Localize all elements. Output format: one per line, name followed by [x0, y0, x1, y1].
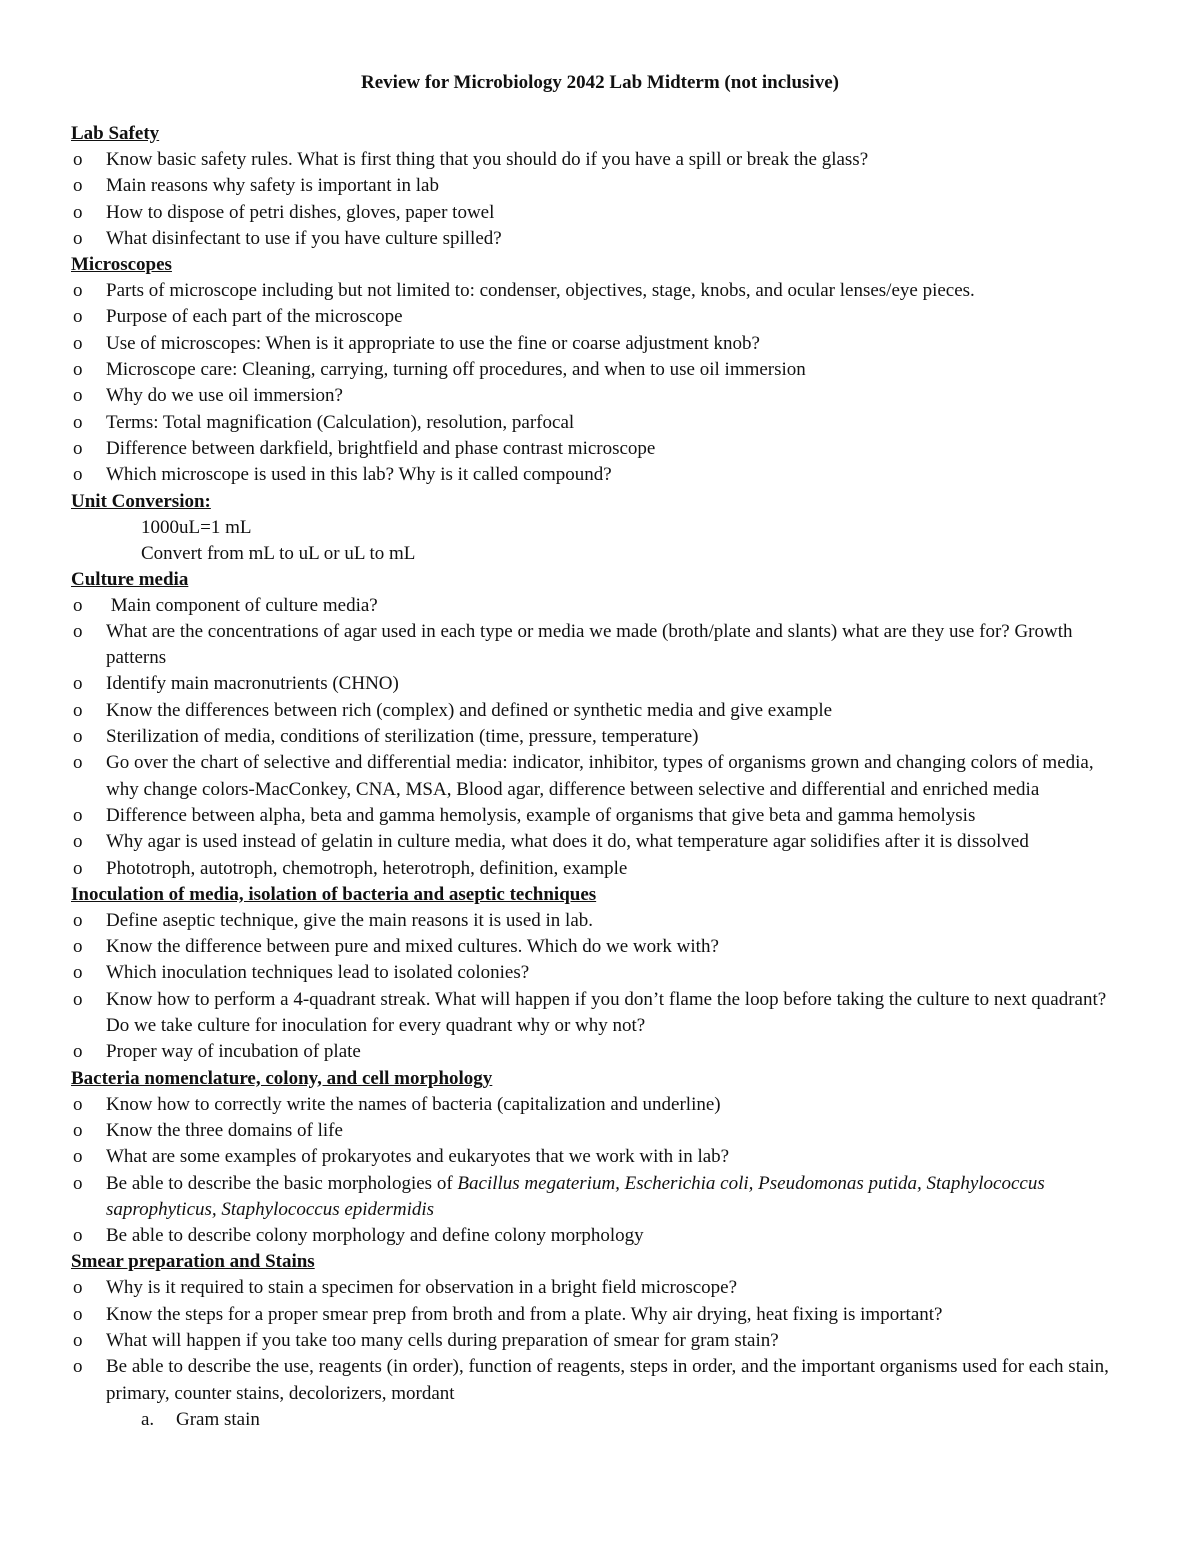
list-item: o Be able to describe the use, reagents (in order), function of reagents, steps in order, and the important organisms used for each stain, primary, counter stains, decolorizers, mordant: [73, 1356, 1109, 1404]
microscopes-list: [71, 278, 1131, 488]
culture-media-list: [71, 593, 1131, 882]
section-heading-inoculation: Inoculation of media, isolation of bacteria and aseptic techniques: [71, 883, 597, 905]
section-heading-culture-media: Culture media: [71, 568, 189, 590]
list-item: o What disinfectant to use if you have culture spilled?: [71, 226, 1131, 252]
bullet-marker: o: [73, 594, 83, 616]
section-heading-smear-stains: Smear preparation and Stains: [71, 1251, 315, 1273]
bullet-marker: o: [73, 673, 83, 695]
bullet-marker: o: [73, 1041, 83, 1063]
list-item: o Know how to correctly write the names of bacteria (capitalization and underline): [71, 1092, 1131, 1118]
list-item: o Phototroph, autotroph, chemotroph, heterotroph, definition, example: [71, 856, 1131, 882]
section-heading-nomenclature: Bacteria nomenclature, colony, and cell morphology: [71, 1067, 493, 1089]
bullet-marker: o: [73, 385, 83, 407]
bullet-marker: o: [73, 1277, 83, 1299]
bullet-marker: o: [73, 201, 83, 223]
list-item: o How to dispose of petri dishes, gloves, paper towel: [71, 200, 1131, 226]
bullet-marker: o: [73, 306, 83, 328]
list-item: o What are some examples of prokaryotes and eukaryotes that we work with in lab?: [71, 1144, 1131, 1170]
bullet-marker: o: [73, 831, 83, 853]
list-item: o Proper way of incubation of plate: [71, 1039, 1131, 1065]
bullet-marker: o: [73, 804, 83, 826]
section-heading-unit-conversion: Unit Conversion:: [71, 490, 211, 512]
list-item: o Know the steps for a proper smear prep from broth and from a plate. Why air drying, heat fixing is important?: [71, 1302, 1131, 1328]
smear-list: [71, 1275, 1131, 1406]
bullet-marker: o: [73, 1329, 83, 1351]
bullet-marker: o: [73, 411, 83, 433]
bullet-marker: o: [73, 1146, 83, 1168]
list-item: o Which inoculation techniques lead to isolated colonies?: [71, 960, 1131, 986]
bullet-marker: o: [73, 359, 83, 381]
bullet-marker: o: [73, 962, 83, 984]
list-item: o Know the differences between rich (complex) and defined or synthetic media and give example: [71, 698, 1131, 724]
conversion-line: 1000uL=1 mL: [141, 516, 252, 538]
bullet-marker: o: [73, 936, 83, 958]
list-item: o Purpose of each part of the microscope: [71, 304, 1131, 330]
bullet-marker: o: [73, 1303, 83, 1325]
list-item: o Know how to perform a 4-quadrant streak. What will happen if you don’t flame the loop before taking the culture to next quadrant? Do we take culture for inoculation for every quadrant why or why not?: [73, 988, 1107, 1037]
bullet-marker: o: [73, 1356, 83, 1378]
bullet-marker: o: [73, 175, 83, 197]
bullet-marker: o: [73, 909, 83, 931]
nomenclature-list: [71, 1092, 1131, 1250]
bullet-marker: o: [73, 1172, 83, 1194]
bullet-marker: o: [73, 464, 83, 486]
species-names: Bacillus megaterium, Escherichia coli, Pseudomonas putida, Staphylococcus saprophyticus, Staphylococcus epidermidis: [106, 1172, 1045, 1220]
sub-list-marker: a.: [141, 1408, 155, 1430]
document-title: Review for Microbiology 2042 Lab Midterm (not inclusive): [361, 72, 839, 93]
list-item: o Which microscope is used in this lab? Why is it called compound?: [71, 462, 1131, 488]
bullet-marker: o: [73, 1225, 83, 1247]
bullet-marker: o: [73, 1119, 83, 1141]
list-item: o What will happen if you take too many cells during preparation of smear for gram stain?: [71, 1328, 1131, 1354]
bullet-marker: o: [73, 280, 83, 302]
list-item: o Be able to describe the basic morphologies of Bacillus megaterium, Escherichia coli, Pseudomonas putida, Staphylococcus saprophyticus, Staphylococcus epidermidis: [73, 1172, 1045, 1220]
sub-list-item: a. Gram stain: [71, 1407, 1131, 1433]
bullet-marker: o: [73, 149, 83, 170]
bullet-marker: o: [73, 332, 83, 354]
conversion-line: Convert from mL to uL or uL to mL: [141, 542, 416, 564]
bullet-marker: o: [73, 988, 83, 1010]
list-item: o Sterilization of media, conditions of sterilization (time, pressure, temperature): [71, 724, 1131, 750]
list-item: o Parts of microscope including but not limited to: condenser, objectives, stage, knobs, and ocular lenses/eye pieces.: [71, 278, 1131, 304]
inoculation-list: [71, 908, 1131, 1066]
list-item: o What are the concentrations of agar used in each type or media we made (broth/plate and slants) what are they use for? Growth patterns: [73, 620, 1073, 669]
section-heading-microscopes: Microscopes: [71, 254, 172, 276]
list-item: o Difference between alpha, beta and gamma hemolysis, example of organisms that give beta and gamma hemolysis: [71, 803, 1131, 829]
list-item: o Use of microscopes: When is it appropriate to use the fine or coarse adjustment knob?: [71, 331, 1131, 357]
list-item: o Main component of culture media?: [71, 593, 1131, 619]
list-item: o Why do we use oil immersion?: [71, 383, 1131, 409]
bullet-marker: o: [73, 620, 83, 642]
list-item: o Go over the chart of selective and differential media: indicator, inhibitor, types of organisms grown and changing colors of media, why change colors-MacConkey, CNA, MSA, Blood agar, difference between selective and differential and enriched media: [73, 752, 1094, 800]
section-heading-lab-safety: Lab Safety: [71, 123, 160, 144]
list-item: o Difference between darkfield, brightfield and phase contrast microscope: [71, 436, 1131, 462]
list-item: o Why agar is used instead of gelatin in culture media, what does it do, what temperature agar solidifies after it is dissolved: [71, 829, 1131, 855]
list-item: o Identify main macronutrients (CHNO): [71, 671, 1131, 697]
list-item: o Why is it required to stain a specimen for observation in a bright field microscope?: [71, 1275, 1131, 1301]
list-item: o Microscope care: Cleaning, carrying, turning off procedures, and when to use oil immersion: [71, 357, 1131, 383]
bullet-marker: o: [73, 699, 83, 721]
bullet-marker: o: [73, 857, 83, 879]
list-item: o Know basic safety rules. What is first thing that you should do if you have a spill or break the glass?: [71, 147, 1131, 173]
list-item: o Know the difference between pure and mixed cultures. Which do we work with?: [71, 934, 1131, 960]
list-item: o Be able to describe colony morphology and define colony morphology: [71, 1223, 1131, 1249]
list-item: o Main reasons why safety is important in lab: [71, 173, 1131, 199]
list-item: o Define aseptic technique, give the main reasons it is used in lab.: [71, 908, 1131, 934]
bullet-marker: o: [73, 1093, 83, 1115]
list-item: o Know the three domains of life: [71, 1118, 1131, 1144]
bullet-marker: o: [73, 227, 83, 249]
document-content: [71, 121, 1131, 1433]
bullet-marker: o: [73, 726, 83, 748]
bullet-marker: o: [73, 752, 83, 774]
bullet-marker: o: [73, 437, 83, 459]
lab-safety-list: [71, 147, 1131, 252]
list-item: o Terms: Total magnification (Calculation), resolution, parfocal: [71, 410, 1131, 436]
